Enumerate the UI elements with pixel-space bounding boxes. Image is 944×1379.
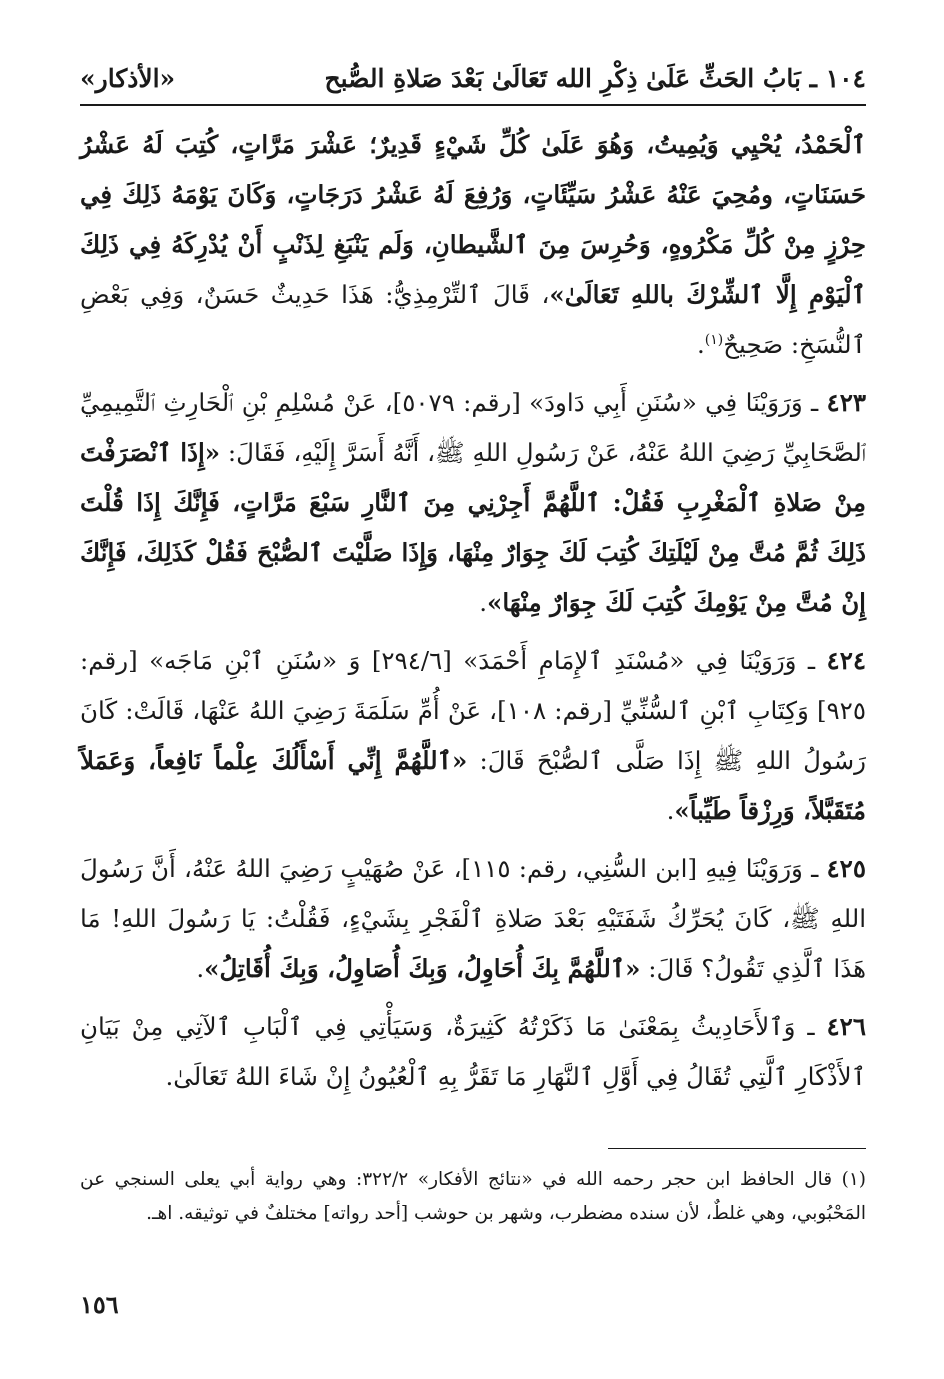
hadith-number: ٤٢٤ <box>826 646 867 675</box>
footnote-reference: (١) <box>704 331 724 348</box>
paragraph-text: ـ وَرَوَيْنَا فِيهِ [ابن السُّنِي، رقم: ١١٥]، عَنْ صُهَيْبٍ رَضِيَ اللهُ عَنْهُ، أَنَّ رَسُولَ اللهِ ﷺ، كَانَ يُحَرِّكُ شَفَتَيْهِ بَعْدَ صَلاةِ ٱلْفَجْرِ بِشَيْءٍ، فَقُلْتُ: يَا رَسُولَ اللهِ! مَا هَذَا ٱلَّذِي تَقُولُ؟ قَالَ: <box>80 854 866 983</box>
paragraph-426 <box>80 1002 866 1102</box>
paragraph-end: . <box>479 588 488 617</box>
footnote-number: (١) <box>841 1169 866 1190</box>
page-number: ١٥٦ <box>80 1290 119 1319</box>
running-header <box>80 58 866 98</box>
hadith-quote: «إِذَا ٱنْصَرَفْتَ مِنْ صَلاةِ ٱلْمَغْرِبِ فَقُلْ: ٱللَّهُمَّ أَجِرْنِي مِنَ ٱلنَّارِ سَبْعَ مَرَّاتٍ، فَإِنَّكَ إِذَا قُلْتَ ذَلِكَ ثُمَّ مُتَّ مِنْ لَيْلَتِكَ كُتِبَ لَكَ جِوَارٌ مِنْهَا، وَإِذَا صَلَّيْتَ ٱلصُّبْحَ فَقُلْ كَذَلِكَ، فَإِنَّكَ إِنْ مُتَّ مِنْ يَوْمِكَ كُتِبَ لَكَ جِوَارٌ مِنْهَا» <box>80 438 866 617</box>
paragraph-425 <box>80 844 866 994</box>
footnote-1 <box>80 1163 866 1231</box>
footnote-rule <box>608 1148 866 1149</box>
paragraph-end: . <box>696 330 705 359</box>
paragraph-end: . <box>666 796 675 825</box>
header-rule <box>80 104 866 106</box>
chapter-title: ١٠٤ ـ بَابُ الحَثِّ عَلَىٰ ذِكْرِ الله تَعَالَىٰ بَعْدَ صَلاةِ الصُّبح <box>324 63 866 93</box>
paragraph-text: ، قَالَ ٱلتِّرْمِذِيُّ: هَذَا حَدِيثٌ حَسَنٌ، وَفِي بَعْضِ ٱلنُّسَخِ: صَحِيحٌ <box>80 280 866 359</box>
hadith-number: ٤٢٣ <box>826 388 867 417</box>
hadith-quote: ٱلْحَمْدُ، يُحْيِي وَيُمِيتُ، وَهُوَ عَلَىٰ كُلِّ شَيْءٍ قَدِيرٌ؛ عَشْرَ مَرَّاتٍ، كُتِبَ لَهُ عَشْرُ حَسَنَاتٍ، ومُحِيَ عَنْهُ عَشْرُ سَيِّئَاتٍ، وَرُفِعَ لَهُ عَشْرُ دَرَجَاتٍ، وَكَانَ يَوْمَهُ ذَلِكَ فِي حِرْزٍ مِنْ كُلِّ مَكْرُوهٍ، وَحُرِسَ مِنَ ٱلشَّيطانِ، وَلَم يَنْبَغِ لِذَنْبٍ أَنْ يُدْرِكَهُ فِي ذَلِكَ ٱلْيَوْمِ إِلَّا ٱلشِّرْكَ باللهِ تَعَالَىٰ» <box>80 130 866 309</box>
book-title: «الأذكار» <box>80 63 176 93</box>
paragraph-423 <box>80 378 866 628</box>
footnotes <box>80 1163 866 1231</box>
paragraph-text: ـ وَرَوَيْنَا فِي «سُنَنِ أَبِي دَاودَ» [رقم: ٥٠٧٩]، عَنْ مُسْلِمِ بْنِ ٱلْحَارِثِ ٱلتَّمِيمِيِّ ٱلصَّحَابِيِّ رَضِيَ اللهُ عَنْهُ، عَنْ رَسُولِ اللهِ ﷺ، أَنَّهُ أَسَرَّ إِلَيْهِ، فَقَالَ: <box>80 388 867 467</box>
paragraph-text: ـ وَٱلأَحَادِيثُ بِمَعْنَىٰ مَا ذَكَرْتُهُ كَثِيرَةٌ، وَسَيَأْتِي فِي ٱلْبَابِ ٱلآتِي مِنْ بَيَانِ ٱلأَذْكَارِ ٱلَّتِي تُقَالُ فِي أَوَّلِ ٱلنَّهَارِ مَا تَقَرُّ بِهِ ٱلْعُيُونُ إِنْ شَاءَ اللهُ تَعَالَىٰ. <box>80 1012 866 1091</box>
hadith-number: ٤٢٦ <box>826 1012 866 1041</box>
hadith-quote: «ٱللَّهُمَّ بِكَ أُحَاوِلُ، وَبِكَ أُصَاوِلُ، وَبِكَ أُقَاتِلُ» <box>204 954 641 983</box>
main-text <box>80 120 866 1110</box>
paragraph-424 <box>80 636 866 836</box>
paragraph-continuation <box>80 120 866 370</box>
paragraph-text: ـ وَرَوَيْنَا فِي «مُسْنَدِ ٱلإِمَامِ أَحْمَدَ» [٢٩٤/٦] وَ «سُنَنِ ٱبْنِ مَاجَه» [رقم: ٩٢٥] وَكِتَابِ ٱبْنِ ٱلسُّنِّيِّ [رقم: ١٠٨]، عَنْ أُمِّ سَلَمَةَ رَضِيَ اللهُ عَنْهَا، قَالَتْ: كَانَ رَسُولُ اللهِ ﷺ إِذَا صَلَّى ٱلصُّبْحَ قَالَ: <box>80 646 866 775</box>
footnote-text: قال الحافظ ابن حجر رحمه الله في «نتائج الأفكار» ٣٢٢/٢: وهي رواية أبي يعلى السنجي عن المَحْبُوبي، وهي غلطٌ، لأن سنده مضطرب، وشهر بن حوشب [أحد رواته] مختلفٌ في توثيقه. اهـ. <box>80 1169 866 1224</box>
hadith-quote: «ٱللَّهُمَّ إِنِّي أَسْأَلُكَ عِلْماً نَافِعاً، وَعَمَلاً مُتَقَبَّلاً، وَرِزْقاً طَيِّباً» <box>80 746 866 825</box>
paragraph-end: . <box>196 954 205 983</box>
hadith-number: ٤٢٥ <box>826 854 866 883</box>
book-page <box>80 0 866 1379</box>
